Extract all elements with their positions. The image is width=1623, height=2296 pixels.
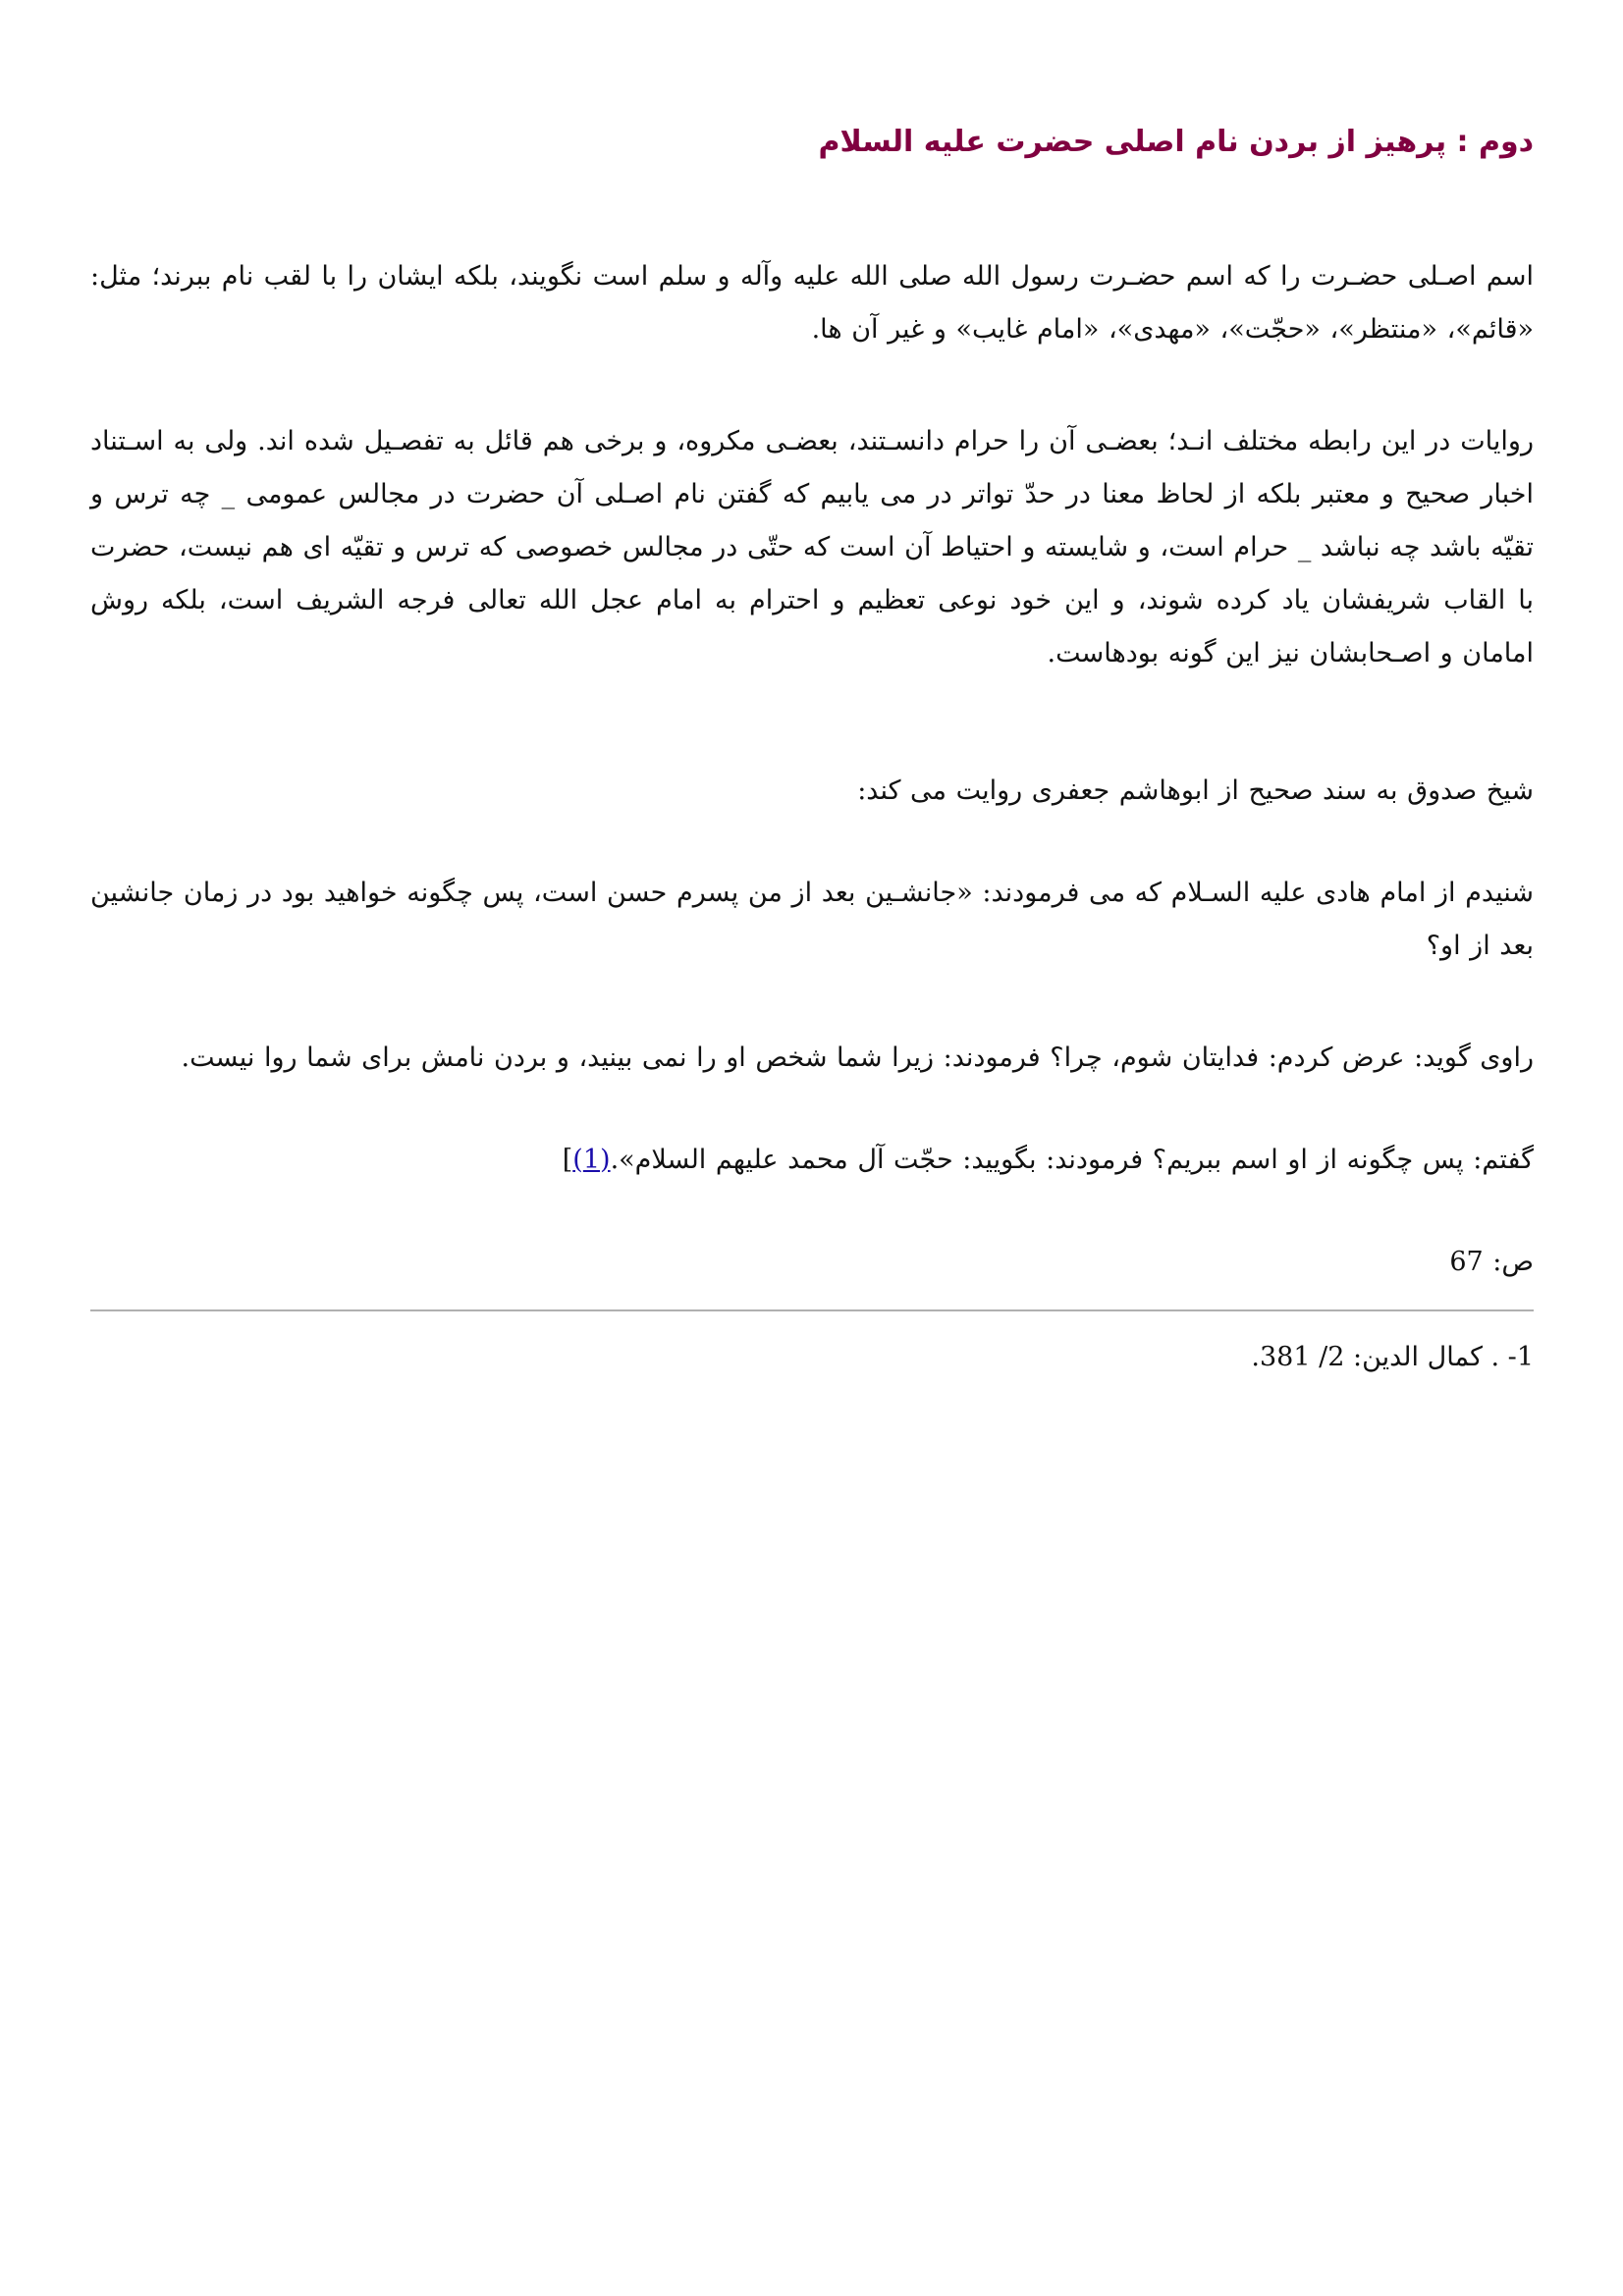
page-number: ص: 67: [1449, 1247, 1534, 1277]
footnote-divider: [90, 1309, 1534, 1311]
paragraph-2: روایات در این رابطه مختلف انـد؛ بعضـی آن را حرام دانسـتند، بعضـی مکروه، و برخی هم قائل به تفصـیل شده اند. ولی به اسـتناد اخبار صحیح و معتبر بلکه از لحاظ معنا در حدّ تواتر در می یابیم که گفتن نام اصـلی آن حضرت در مجالس عمومی _ چه ترس و تقیّه باشد چه نباشد _ حرام است، و شایسته و احتیاط آن است که حتّی در مجالس خصوصی که ترس و تقیّه ای هم نیست، حضرت با القاب شریفشان یاد کرده شوند، و این خود نوعی تعظیم و احترام به امام عجل الله تعالی فرجه الشریف است، بلکه روش امامان و اصـحابشان نیز این گونه بودهاست.: [90, 426, 1534, 668]
paragraph-5: راوی گوید: عرض کردم: فدایتان شوم، چرا؟ فرمودند: زیرا شما شخص او را نمی بینید، و بردن نامش برای شما روا نیست.: [181, 1042, 1534, 1073]
footnote-reference-link[interactable]: (1): [572, 1145, 611, 1175]
paragraph-4: شنیدم از امام هادی علیه السـلام که می فرمودند: «جانشـین بعد از من پسرم حسن است، پس چگونه خواهید بود در زمان جانشین بعد از او؟: [90, 878, 1534, 961]
section-heading: دوم : پرهیز از بردن نام اصلی حضرت علیه السلام: [818, 125, 1534, 159]
paragraph-6-text: گفتم: پس چگونه از او اسم ببریم؟ فرمودند: بگویید: حجّت آل محمد علیهم السلام».: [610, 1145, 1534, 1175]
closing-bracket: ]: [562, 1145, 573, 1175]
paragraph-1: اسم اصـلی حضـرت را که اسم حضـرت رسول الله صلی الله علیه وآله و سلم است نگویند، بلکه ایشان را با لقب نام ببرند؛ مثل: «قائم»، «منتظر»، «حجّت»، «مهدی»، «امام غایب» و غیر آن ها.: [90, 261, 1534, 345]
paragraph-6: [90, 1134, 1534, 1187]
paragraph-3: شیخ صدوق به سند صحیح از ابوهاشم جعفری روایت می کند:: [857, 775, 1534, 806]
footnote: 1- . کمال الدین: 2/ 381.: [1251, 1342, 1534, 1372]
